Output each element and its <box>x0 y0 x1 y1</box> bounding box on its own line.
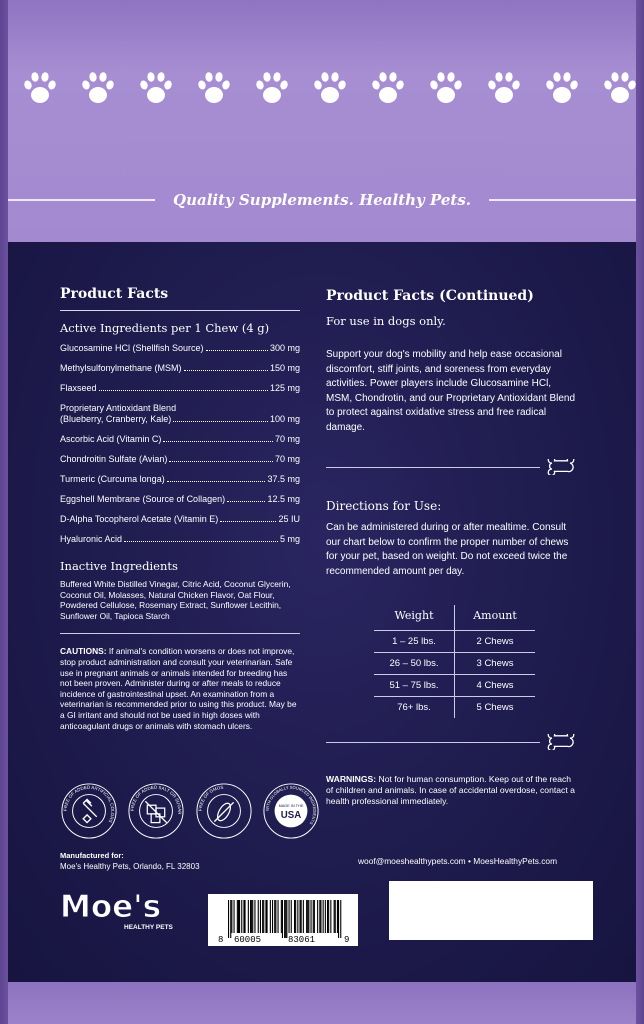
barcode-digit: 60005 <box>234 935 262 945</box>
barcode-bar <box>238 900 239 933</box>
product-facts-continued-title: Product Facts (Continued) <box>326 288 534 304</box>
ingredient-name-detail: (Blueberry, Cranberry, Kale) <box>60 414 172 424</box>
ingredient-row <box>60 434 300 445</box>
cautions-body: If animal's condition worsens or does not improve, stop product administration and consult your veterinarian. Safe use in pregnant animals or animals intended for breeding has not been proven. Administer during or after meals to reduce incidence of gastrointestinal upset. An examination from a veterinarian is recommended prior to using this product. May be a GI irritant and should not be used in high doses with anticoagulant drugs or animals with stomach ulcers. <box>60 646 297 731</box>
ingredient-row <box>60 363 300 374</box>
paw-print-icon <box>600 68 640 108</box>
weight-header: Weight <box>374 605 455 631</box>
paw-print-icon <box>542 68 582 108</box>
product-facts-continued-column <box>326 286 576 808</box>
manufacturer-info <box>60 850 200 872</box>
paw-print-icon <box>310 68 350 108</box>
ingredient-amount: 300 mg <box>269 343 300 353</box>
barcode-bar <box>251 900 252 933</box>
barcode-bar <box>245 900 246 933</box>
barcode-bar <box>239 900 240 933</box>
paw-print-icon <box>368 68 408 108</box>
table-row <box>374 631 535 653</box>
barcode-bar <box>278 900 279 933</box>
barcode-bar <box>320 900 321 933</box>
badge-text: FREE OF ADDED ARTIFICIAL COLORS <box>62 784 116 824</box>
barcode-bar <box>306 900 307 933</box>
barcode-bar <box>338 900 339 938</box>
barcode-bar <box>267 900 268 933</box>
barcode-bar <box>311 900 312 933</box>
paw-print-icon <box>20 68 60 108</box>
barcode-bar <box>295 900 296 933</box>
ingredient-amount: 70 mg <box>274 434 300 444</box>
barcode-bar <box>323 900 324 933</box>
barcode-bar <box>325 900 326 933</box>
lot-code-box <box>389 881 593 940</box>
barcode-bar <box>328 900 329 933</box>
table-row <box>374 675 535 697</box>
manufacturer-label: Manufactured for: <box>60 851 124 860</box>
barcode <box>208 894 358 946</box>
product-facts-column <box>60 286 300 731</box>
directions-text: Can be administered during or after mealtime. Consult our chart below to confirm the proper number of chews for your pet, based on weight. Do not exceed twice the recommended amount per day. <box>326 522 569 577</box>
weight-cell: 26 – 50 lbs. <box>374 653 455 675</box>
barcode-bar <box>272 900 273 933</box>
table-row <box>374 697 535 719</box>
barcode-bar <box>307 900 308 933</box>
barcode-bar <box>270 900 271 933</box>
barcode-bar <box>265 900 266 933</box>
tagline-row <box>8 188 636 212</box>
weight-cell: 51 – 75 lbs. <box>374 675 455 697</box>
barcode-bar <box>228 900 229 938</box>
tagline: Quality Supplements. Healthy Pets. <box>173 191 471 209</box>
ingredient-row <box>60 534 300 545</box>
paw-print-icon <box>426 68 466 108</box>
ingredient-amount: 5 mg <box>279 534 300 544</box>
ingredient-row <box>60 474 300 485</box>
amount-cell: 3 Chews <box>455 653 536 675</box>
usa-text: USA <box>280 809 302 821</box>
inactive-ingredients-heading: Inactive Ingredients <box>60 559 178 573</box>
barcode-bar <box>340 900 341 938</box>
barcode-bar <box>289 900 290 933</box>
barcode-bar <box>313 900 314 933</box>
title-rule <box>60 310 300 311</box>
barcode-bar <box>291 900 292 933</box>
made-in-text: MADE IN THE <box>278 804 304 809</box>
ingredient-row <box>60 454 300 465</box>
ingredient-amount: 150 mg <box>269 363 300 373</box>
barcode-bar <box>284 900 285 938</box>
paw-print-icon <box>194 68 234 108</box>
barcode-bar <box>254 900 255 933</box>
inactive-ingredients-text: Buffered White Distilled Vinegar, Citric Acid, Coconut Glycerin, Coconut Oil, Molasses, Natural Chicken Flavor, Oat Flour, Powdered Cellulose, Rosemary Extract, Sunflower Lecithin, Sunflower Oil, Tapioca Starch <box>60 579 291 621</box>
tagline-left-line <box>8 199 155 201</box>
barcode-bar <box>234 900 235 933</box>
ingredient-name: Proprietary Antioxidant Blend <box>60 403 177 413</box>
logo-wordmark: Moe's <box>60 889 162 925</box>
ingredient-row <box>60 494 300 505</box>
barcode-bar <box>241 900 242 933</box>
ingredient-name: Chondroitin Sulfate (Avian) <box>60 454 168 464</box>
dropper-icon <box>60 782 118 840</box>
ingredient-name: Glucosamine HCl (Shellfish Source) <box>60 343 204 353</box>
barcode-bar <box>297 900 298 933</box>
cautions-text <box>60 646 300 731</box>
barcode-digit: 9 <box>344 935 350 945</box>
barcode-bar <box>263 900 264 933</box>
barcode-digit: 8 <box>218 935 224 945</box>
barcode-bar <box>285 900 286 938</box>
barcode-bar <box>275 900 276 933</box>
barcode-bar <box>334 900 335 933</box>
contact-info <box>358 856 557 866</box>
barcode-bar <box>286 900 287 938</box>
manufacturer-text: Moe's Healthy Pets, Orlando, FL 32803 <box>60 862 200 871</box>
ingredient-amount: 12.5 mg <box>267 494 300 504</box>
amount-cell: 4 Chews <box>455 675 536 697</box>
barcode-bar <box>250 900 251 933</box>
bone-icon <box>546 459 576 475</box>
website-text: MoesHealthyPets.com <box>473 856 558 866</box>
weight-cell: 76+ lbs. <box>374 697 455 719</box>
warnings-text <box>326 774 576 808</box>
barcode-bar <box>317 900 318 933</box>
svg-text:FREE OF GMOS <box>197 785 223 811</box>
barcode-bar <box>237 900 238 933</box>
product-facts-title: Product Facts <box>60 286 169 302</box>
paw-print-icon <box>78 68 118 108</box>
active-ingredients-heading: Active Ingredients per 1 Chew (4 g) <box>60 321 270 335</box>
tagline-right-line <box>489 199 636 201</box>
barcode-bar <box>303 900 304 933</box>
barcode-bar <box>243 900 244 933</box>
ingredient-row <box>60 403 300 425</box>
bone-icon <box>546 734 576 750</box>
barcode-bar <box>260 900 261 933</box>
ingredient-row <box>60 343 300 354</box>
badge-row <box>60 782 320 844</box>
barcode-bar <box>252 900 253 933</box>
logo-subtitle: HEALTHY PETS <box>124 924 173 931</box>
usa-badge-icon <box>262 782 320 840</box>
ingredient-amount: 125 mg <box>269 383 300 393</box>
ingredient-name: Flaxseed <box>60 383 97 393</box>
ingredient-amount: 70 mg <box>274 454 300 464</box>
cautions-label: CAUTIONS: <box>60 646 107 657</box>
barcode-bar <box>335 900 336 933</box>
paw-print-icon <box>136 68 176 108</box>
ingredient-name: D-Alpha Tocopherol Acetate (Vitamin E) <box>60 514 219 524</box>
ingredient-amount: 37.5 mg <box>267 474 300 484</box>
bone-divider <box>326 459 576 475</box>
barcode-bar <box>230 900 231 938</box>
barcode-digit: 83061 <box>288 935 316 945</box>
crossed-corn-icon <box>195 782 253 840</box>
ingredient-amount: 25 IU <box>278 514 300 524</box>
ingredient-name: Ascorbic Acid (Vitamin C) <box>60 434 162 444</box>
amount-header: Amount <box>473 609 517 622</box>
ingredient-name: Turmeric (Curcuma longa) <box>60 474 165 484</box>
amount-cell: 5 Chews <box>455 697 536 719</box>
sugar-cubes-icon <box>127 782 185 840</box>
ingredient-row <box>60 383 300 394</box>
barcode-bar <box>282 900 283 938</box>
badge-text: FREE OF ADDED SALT OR SUGAR <box>130 784 183 815</box>
paw-print-row <box>20 68 640 112</box>
table-row <box>374 653 535 675</box>
barcode-bar <box>300 900 301 933</box>
ingredient-name: Methylsulfonylmethane (MSM) <box>60 363 182 373</box>
barcode-bar <box>294 900 295 933</box>
badge-text: FREE OF GMOS <box>197 784 224 812</box>
amount-cell: 2 Chews <box>455 631 536 653</box>
ingredient-name: Eggshell Membrane (Source of Collagen) <box>60 494 226 504</box>
barcode-bar <box>314 900 315 933</box>
warnings-label: WARNINGS: <box>326 774 377 784</box>
barcode-bar <box>330 900 331 933</box>
barcode-bar <box>231 900 232 933</box>
warnings-body: Not for human consumption. Keep out of the reach of children and animals. In case of accidental overdose, contact a health professional immediately. <box>326 774 575 807</box>
bag-bottom-band <box>8 982 636 1024</box>
barcode-bar <box>301 900 302 933</box>
separator: • <box>468 856 471 866</box>
barcode-bar <box>281 900 282 933</box>
directions-heading: Directions for Use: <box>326 499 442 513</box>
bone-divider <box>326 734 576 750</box>
barcode-bar <box>262 900 263 933</box>
weight-cell: 1 – 25 lbs. <box>374 631 455 653</box>
barcode-bar <box>258 900 259 933</box>
ingredient-amount: 100 mg <box>269 414 300 424</box>
for-use-text: For use in dogs only. <box>326 314 446 328</box>
barcode-bar <box>327 900 328 933</box>
ingredient-row <box>60 514 300 525</box>
paw-print-icon <box>484 68 524 108</box>
badge-text: WITH GLOBALLY SOURCED INGREDIENTS <box>264 784 318 826</box>
barcode-bar <box>248 900 249 933</box>
ingredient-name: Hyaluronic Acid <box>60 534 123 544</box>
barcode-bar <box>319 900 320 933</box>
section-divider <box>60 633 300 634</box>
barcode-bar <box>274 900 275 933</box>
barcode-bar <box>337 900 338 933</box>
email-text: woof@moeshealthypets.com <box>358 856 466 866</box>
barcode-bar <box>308 900 309 933</box>
dosage-table <box>374 605 535 718</box>
paw-print-icon <box>252 68 292 108</box>
description-text: Support your dog's mobility and help ease occasional discomfort, stiff joints, and soreness from everyday activities. Power players include Glucosamine HCl, MSM, Chondrotin, and our Proprietary Antioxidant Blend to protect against oxidative stress and free radical damage. <box>326 349 576 433</box>
moes-logo <box>58 885 178 933</box>
